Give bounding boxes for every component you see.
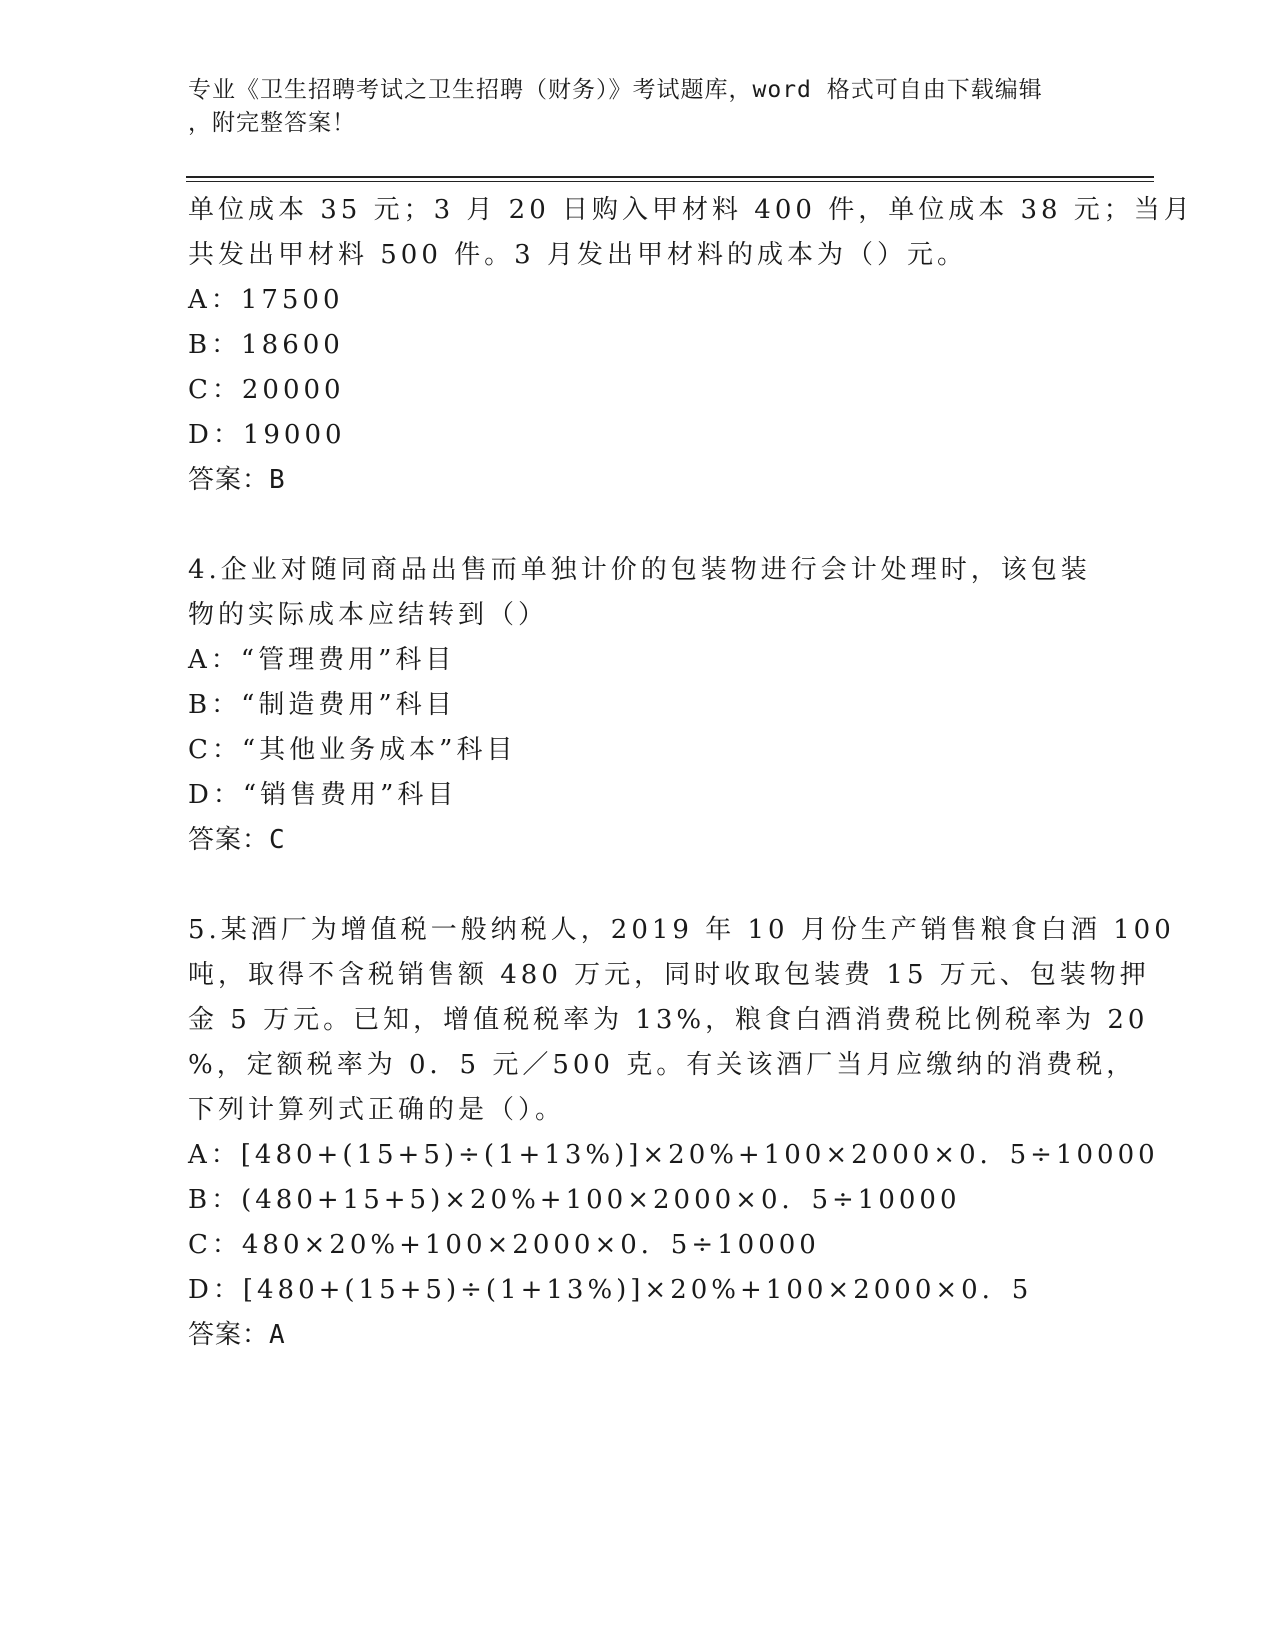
answer-line: 答案：C bbox=[188, 825, 286, 855]
header-divider bbox=[186, 176, 1154, 178]
option-c: C：20000 bbox=[188, 375, 345, 405]
question-stem-line: 4.企业对随同商品出售而单独计价的包装物进行会计处理时，该包装 bbox=[188, 555, 1091, 585]
header-line-1: 专业《卫生招聘考试之卫生招聘（财务）》考试题库，word 格式可自由下载编辑 bbox=[188, 77, 1043, 103]
question-stem-line: 共发出甲材料 500 件。3 月发出甲材料的成本为（）元。 bbox=[188, 240, 967, 270]
option-d: D：19000 bbox=[188, 420, 346, 450]
question-stem-line: 单位成本 35 元；3 月 20 日购入甲材料 400 件，单位成本 38 元；当月 bbox=[188, 195, 1194, 225]
question-content bbox=[188, 188, 1194, 1358]
question-stem-line: 5.某酒厂为增值税一般纳税人，2019 年 10 月份生产销售粮食白酒 100 bbox=[188, 915, 1175, 945]
header-divider-thin bbox=[186, 181, 1154, 182]
option-a: A：[480+(15+5)÷(1+13%)]×20%+100×2000×0．5÷10000 bbox=[188, 1140, 1159, 1170]
question-4 bbox=[188, 548, 1091, 863]
answer-line: 答案：A bbox=[188, 1320, 286, 1350]
question-stem-line: 金 5 万元。已知，增值税税率为 13%，粮食白酒消费税比例税率为 20 bbox=[188, 1005, 1149, 1035]
option-d: D：[480+(15+5)÷(1+13%)]×20%+100×2000×0．5 bbox=[188, 1275, 1033, 1305]
option-b: B：18600 bbox=[188, 330, 344, 360]
question-5 bbox=[188, 908, 1175, 1358]
question-stem-line: 吨，取得不含税销售额 480 万元，同时收取包装费 15 万元、包装物押 bbox=[188, 960, 1150, 990]
option-b: B：“制造费用”科目 bbox=[188, 690, 456, 720]
option-a: A：“管理费用”科目 bbox=[188, 645, 456, 675]
spacer bbox=[188, 863, 1088, 908]
spacer bbox=[188, 503, 1088, 548]
option-c: C：“其他业务成本”科目 bbox=[188, 735, 517, 765]
header-line-2: ，附完整答案！ bbox=[188, 110, 356, 136]
question-stem-line: %，定额税率为 0．5 元／500 克。有关该酒厂当月应缴纳的消费税， bbox=[188, 1050, 1137, 1080]
question-stem-line: 物的实际成本应结转到（） bbox=[188, 600, 549, 630]
question-3 bbox=[188, 188, 1194, 503]
option-d: D：“销售费用”科目 bbox=[188, 780, 458, 810]
question-stem-line: 下列计算列式正确的是（）。 bbox=[188, 1095, 566, 1125]
option-b: B：(480+15+5)×20%+100×2000×0．5÷10000 bbox=[188, 1185, 961, 1215]
answer-line: 答案：B bbox=[188, 465, 286, 495]
option-a: A：17500 bbox=[188, 285, 344, 315]
document-header bbox=[188, 74, 1068, 140]
option-c: C：480×20%+100×2000×0．5÷10000 bbox=[188, 1230, 820, 1260]
